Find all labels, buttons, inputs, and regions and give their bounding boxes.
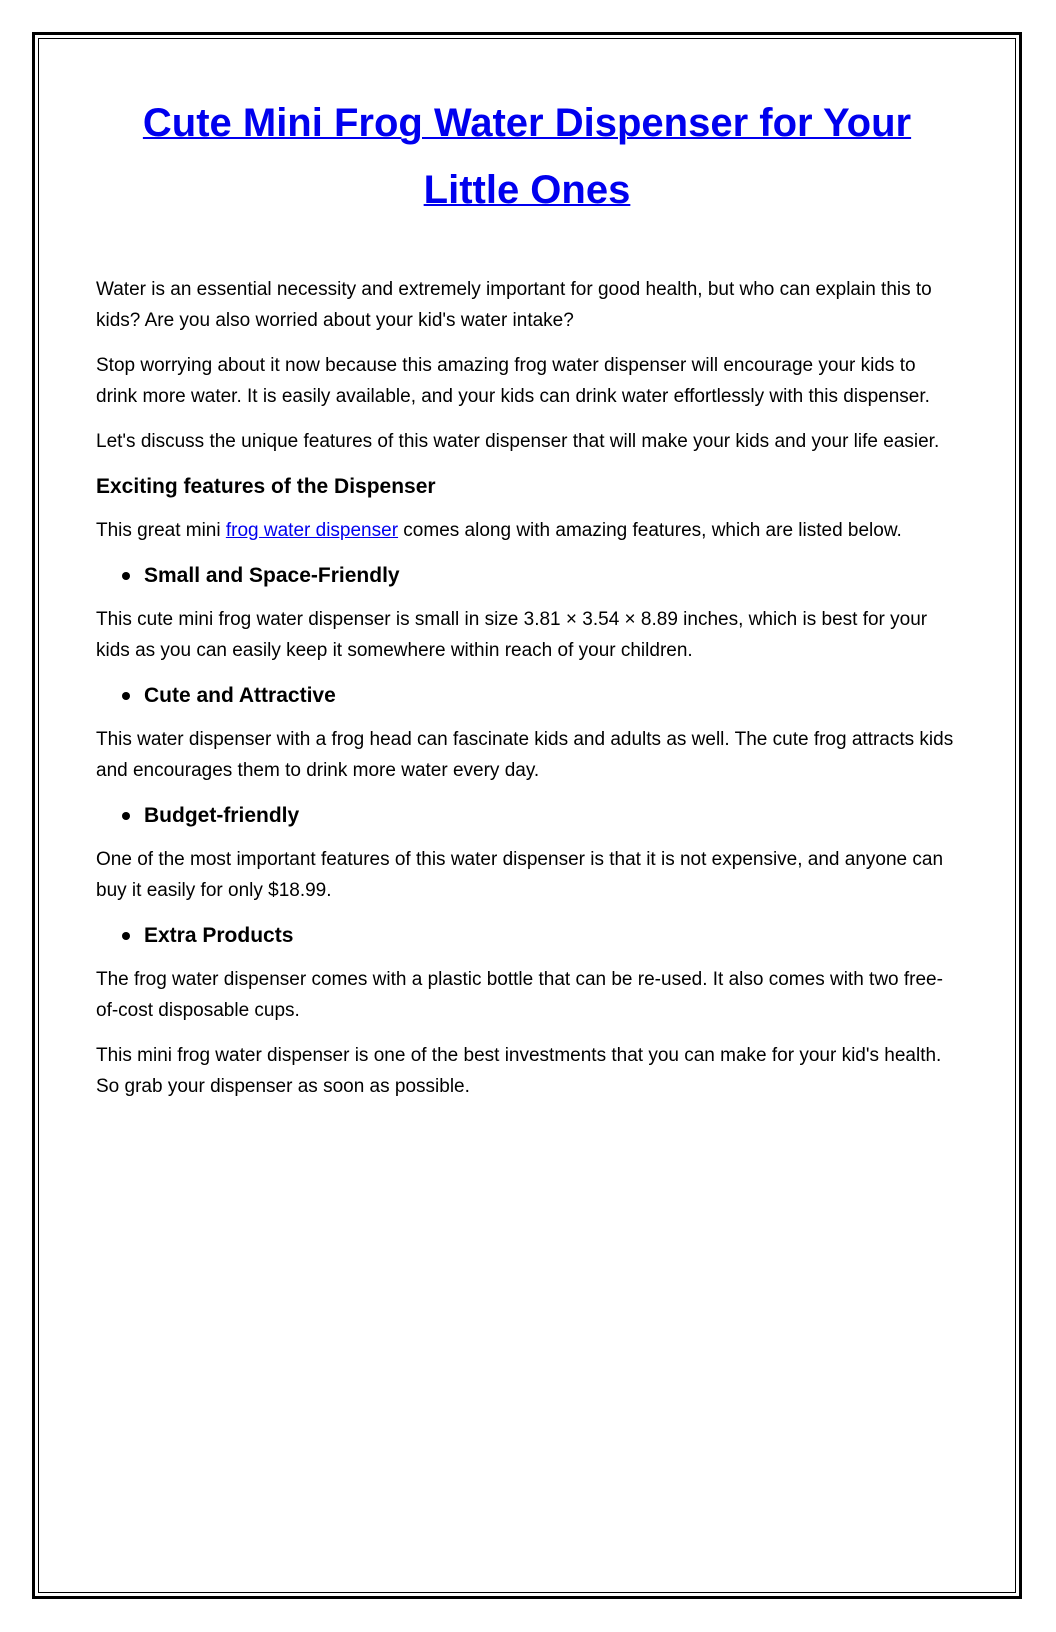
feature-heading-label: Cute and Attractive — [144, 684, 336, 707]
title-link[interactable]: Cute Mini Frog Water Dispenser for Your Little Ones — [142, 101, 912, 212]
bullet-icon — [122, 932, 130, 940]
intro-paragraph-2: Stop worrying about it now because this amazing frog water dispenser will encourage your kids to drink more water. It is easily available, and your kids can drink water effortlessly with this dispenser. — [96, 355, 930, 407]
page-title — [96, 90, 958, 224]
feature-heading-small — [122, 560, 958, 592]
features-intro-before: This great mini — [96, 520, 226, 541]
features-intro — [96, 515, 958, 546]
feature-text-small: This cute mini frog water dispenser is small in size 3.81 × 3.54 × 8.89 inches, which is best for your kids as you can easily keep it somewhere within reach of your children. — [96, 609, 928, 661]
frog-water-dispenser-link[interactable]: frog water dispenser — [225, 520, 399, 541]
intro-paragraph-1: Water is an essential necessity and extremely important for good health, but who can explain this to kids? Are you also worried about your kid's water intake? — [96, 279, 932, 331]
closing-paragraph: This mini frog water dispenser is one of the best investments that you can make for your kid's health. So grab your dispenser as soon as possible. — [96, 1045, 942, 1097]
bullet-icon — [122, 572, 130, 580]
feature-heading-budget — [122, 800, 958, 832]
feature-heading-label: Extra Products — [144, 924, 294, 947]
feature-heading-cute — [122, 680, 958, 712]
feature-text-budget: One of the most important features of this water dispenser is that it is not expensive, and anyone can buy it easily for only $18.99. — [96, 849, 944, 901]
document-body — [96, 90, 958, 1116]
bullet-icon — [122, 812, 130, 820]
feature-heading-extra — [122, 920, 958, 952]
features-heading: Exciting features of the Dispenser — [96, 475, 436, 498]
feature-heading-label: Small and Space-Friendly — [144, 564, 400, 587]
intro-section — [96, 274, 958, 457]
intro-paragraph-3: Let's discuss the unique features of this water dispenser that will make your kids and your life easier. — [96, 431, 940, 452]
features-intro-after: comes along with amazing features, which are listed below. — [398, 520, 902, 541]
feature-text-extra: The frog water dispenser comes with a plastic bottle that can be re-used. It also comes with two free-of-cost disposable cups. — [96, 969, 943, 1021]
feature-text-cute: This water dispenser with a frog head can fascinate kids and adults as well. The cute frog attracts kids and encourages them to drink more water every day. — [96, 729, 954, 781]
feature-heading-label: Budget-friendly — [144, 804, 300, 827]
bullet-icon — [122, 692, 130, 700]
